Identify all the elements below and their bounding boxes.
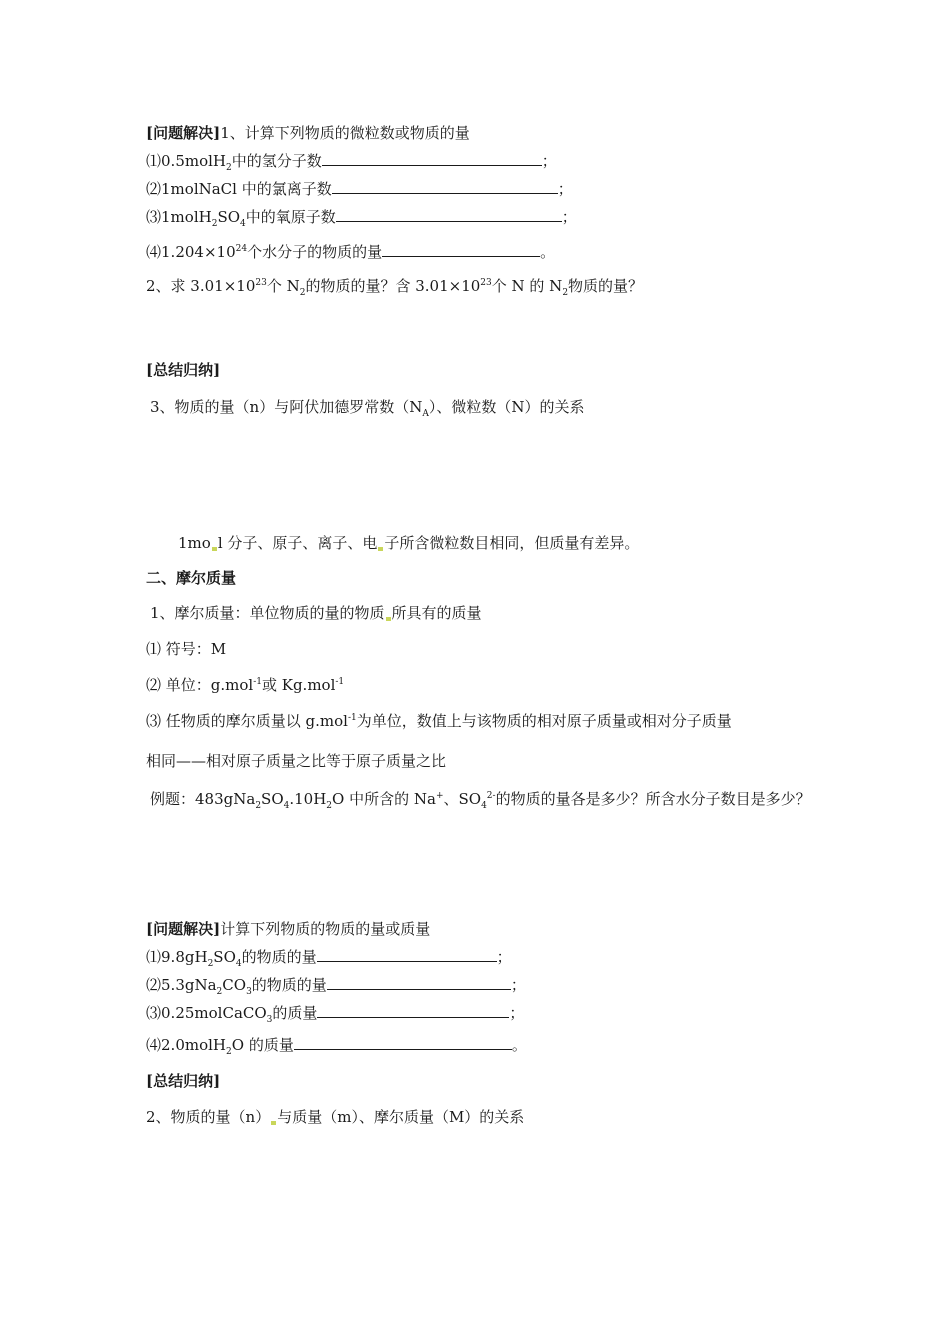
molar-mass-definition: 1、摩尔质量：单位物质的量的物质 所具有的质量 — [150, 604, 482, 622]
point-value: ⑶ 任物质的摩尔质量以 g.mol$^{-1}$为单位，数值上与该物质的相对原子质量或相对分子质量 — [146, 712, 732, 730]
marker — [386, 617, 391, 621]
question-1-item-3: $⑶1molH_2SO_4$中的氧原子数 ； — [146, 208, 577, 229]
answer-blank[interactable] — [327, 975, 511, 990]
question-2-item-3: ⑶0.25molCaCO$_3$的质量 ； — [146, 1004, 525, 1025]
answer-blank[interactable] — [317, 947, 497, 962]
example-problem: 例题：$483gNa_2SO_4.10H_2O$ 中所含的 Na+、$SO_4^{2-}$的物质的量各是多少？所含水分子数目是多少？ — [150, 790, 811, 811]
problem-section-2-title: 计算下列物质的物质的量或质量 — [220, 920, 431, 938]
summary-2-relation: 2、物质的量（n） 与质量（m）、摩尔质量（M）的关系 — [146, 1108, 525, 1126]
answer-blank[interactable] — [322, 151, 542, 166]
marker — [378, 547, 383, 551]
question-2-item-2: $⑵5.3gNa_2CO_3$的物质的量 ； — [146, 976, 526, 997]
answer-blank[interactable] — [317, 1003, 509, 1018]
question-2-item-4: ⑷2.0molH$_2$O 的质量 。 — [146, 1036, 527, 1057]
marker — [212, 547, 217, 551]
summary-tag-2: [总结归纳] — [146, 1072, 221, 1090]
note-line: 1mo l 分子、原子、离子、电 子所含微粒数目相同，但质量有差异。 — [178, 534, 640, 552]
section-2-title: 二、摩尔质量 — [146, 569, 237, 587]
question-2-item-1: $⑴9.8gH_2SO_4$的物质的量 ； — [146, 948, 512, 969]
summary-tag-1: [总结归纳] — [146, 361, 221, 379]
answer-blank[interactable] — [294, 1035, 512, 1050]
summary-1-relation: 3、物质的量（n）与阿伏加德罗常数$(N_A)$、微粒数（N）的关系 — [150, 398, 585, 419]
answer-blank[interactable] — [382, 242, 540, 257]
marker — [271, 1121, 276, 1125]
question-1-title: 1、计算下列物质的微粒数或物质的量 — [220, 124, 470, 142]
answer-blank[interactable] — [332, 179, 558, 194]
problem-section-1-heading — [146, 123, 470, 143]
problem-section-2-heading — [146, 919, 430, 939]
question-1-item-1: ⑴0.5molH$_2$中的氢分子数 ； — [146, 152, 557, 173]
point-unit: ⑵ 单位：g.mol$^{-1}$或 Kg.mol$^{-1}$ — [146, 676, 345, 694]
question-1-item-2: ⑵1molNaCl 中的氯离子数 ； — [146, 180, 573, 198]
problem-tag: [问题解决] — [146, 920, 221, 938]
problem-tag: [问题解决] — [146, 124, 221, 142]
point-value-continued: 相同——相对原子质量之比等于原子质量之比 — [146, 752, 447, 770]
question-2: 2、求 $3.01\times 10^{23}$个 $N_2$的物质的量？含 $3.01\times 10^{23}$个 N 的 $N_2$物质的量？ — [146, 277, 644, 298]
question-1-item-4: $⑷1.204\times 10^{24}$个水分子的物质的量 。 — [146, 243, 556, 261]
answer-blank[interactable] — [336, 207, 562, 222]
point-symbol: ⑴ 符号：M — [146, 640, 227, 658]
